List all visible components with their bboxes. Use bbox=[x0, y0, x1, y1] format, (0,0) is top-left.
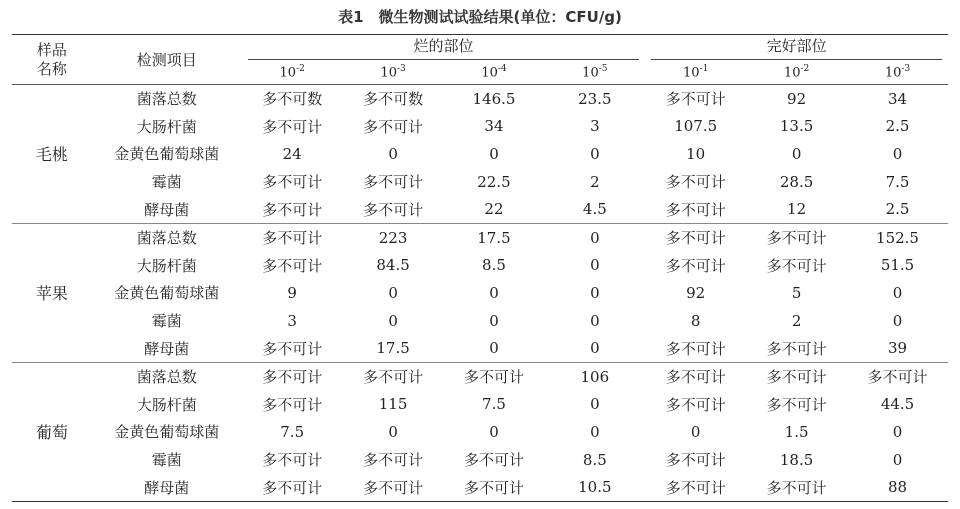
value-cell: 0 bbox=[590, 339, 600, 358]
value-cell: 多不可数 bbox=[262, 90, 323, 109]
value-cell: 13.5 bbox=[779, 117, 814, 136]
value-cell: 34 bbox=[887, 89, 908, 108]
value-cell: 多不可计 bbox=[665, 451, 726, 470]
value-cell: 92 bbox=[787, 89, 807, 108]
value-cell: 0 bbox=[590, 144, 600, 163]
dilution-header bbox=[444, 60, 545, 85]
value-cell: 多不可计 bbox=[766, 339, 827, 358]
value-cell: 多不可计 bbox=[363, 173, 424, 192]
dilution-exponent: -1 bbox=[699, 63, 709, 74]
test-item-cell: 酵母菌 bbox=[92, 473, 242, 501]
value-cell: 88 bbox=[847, 473, 948, 501]
value-cell: 23.5 bbox=[578, 89, 612, 108]
value-cell: 多不可计 bbox=[665, 395, 726, 414]
value-cell: 多不可计 bbox=[746, 473, 847, 501]
value-cell: 多不可数 bbox=[363, 90, 424, 109]
value-cell: 107.5 bbox=[674, 117, 718, 136]
table-row bbox=[12, 195, 948, 223]
value-cell: 8 bbox=[690, 311, 701, 330]
value-cell: 12 bbox=[787, 200, 807, 219]
value-cell: 0 bbox=[388, 283, 398, 302]
table-row bbox=[12, 113, 948, 141]
group-header-intact-label: 完好部位 bbox=[651, 35, 942, 60]
value-cell: 多不可计 bbox=[766, 395, 827, 414]
value-cell: 7.5 bbox=[885, 172, 910, 191]
dilution-header bbox=[645, 60, 746, 85]
value-cell: 2 bbox=[791, 311, 802, 330]
test-item-cell: 金黄色葡萄球菌 bbox=[114, 284, 220, 303]
table-row bbox=[12, 473, 948, 501]
results-table bbox=[12, 34, 948, 502]
value-cell: 92 bbox=[686, 283, 706, 302]
value-cell: 0 bbox=[892, 450, 903, 469]
value-cell: 多不可计 bbox=[665, 256, 726, 275]
table-row bbox=[12, 307, 948, 335]
value-cell: 5 bbox=[791, 283, 802, 302]
value-cell: 0 bbox=[892, 144, 903, 163]
value-cell: 10.5 bbox=[544, 473, 645, 501]
dilution-base: 10 bbox=[884, 65, 902, 81]
table-title bbox=[0, 6, 960, 27]
table-row bbox=[12, 223, 948, 251]
value-cell: 0 bbox=[388, 144, 398, 163]
value-cell: 0 bbox=[690, 422, 701, 441]
value-cell: 0 bbox=[489, 311, 499, 330]
value-cell: 多不可计 bbox=[645, 473, 746, 501]
test-item-cell: 酵母菌 bbox=[144, 339, 190, 358]
value-cell: 1.5 bbox=[784, 422, 809, 441]
value-cell: 多不可计 bbox=[262, 395, 323, 414]
dilution-header bbox=[847, 60, 948, 85]
value-cell: 51.5 bbox=[880, 256, 915, 275]
dilution-header bbox=[242, 60, 343, 85]
value-cell: 多不可计 bbox=[262, 256, 323, 275]
dilution-header bbox=[746, 60, 847, 85]
value-cell: 7.5 bbox=[280, 422, 305, 441]
value-cell: 8.5 bbox=[482, 256, 506, 275]
value-cell: 2.5 bbox=[885, 117, 910, 136]
value-cell: 多不可计 bbox=[363, 451, 424, 470]
value-cell: 17.5 bbox=[444, 223, 545, 251]
dilution-exponent: -2 bbox=[800, 63, 810, 74]
value-cell: 106 bbox=[544, 362, 645, 390]
value-cell: 多不可计 bbox=[363, 117, 424, 136]
value-cell: 多不可计 bbox=[343, 473, 444, 501]
group-header-intact bbox=[645, 35, 948, 61]
value-cell: 多不可计 bbox=[463, 451, 524, 470]
test-item-cell: 大肠杆菌 bbox=[136, 117, 197, 136]
dilution-base: 10 bbox=[783, 65, 801, 81]
dilution-exponent: -3 bbox=[901, 63, 911, 74]
value-cell: 0 bbox=[892, 283, 903, 302]
value-cell: 22.5 bbox=[477, 172, 511, 191]
value-cell: 84.5 bbox=[376, 256, 410, 275]
value-cell: 多不可计 bbox=[766, 256, 827, 275]
value-cell: 多不可计 bbox=[262, 339, 323, 358]
value-cell: 多不可计 bbox=[262, 451, 323, 470]
value-cell: 0 bbox=[489, 422, 499, 441]
value-cell: 3 bbox=[287, 311, 297, 330]
value-cell: 多不可计 bbox=[242, 223, 343, 251]
dilution-base: 10 bbox=[481, 65, 498, 81]
value-cell: 152.5 bbox=[847, 223, 948, 251]
dilution-header bbox=[343, 60, 444, 85]
value-cell: 2 bbox=[590, 172, 600, 191]
test-item-cell: 菌落总数 bbox=[136, 90, 197, 109]
table-row bbox=[12, 391, 948, 419]
value-cell: 34 bbox=[484, 117, 504, 136]
table-body bbox=[12, 85, 948, 502]
table-row bbox=[12, 279, 948, 307]
value-cell: 44.5 bbox=[880, 395, 915, 414]
value-cell: 0 bbox=[791, 144, 802, 163]
value-cell: 2.5 bbox=[885, 200, 910, 219]
value-cell: 0 bbox=[544, 223, 645, 251]
value-cell: 多不可计 bbox=[847, 362, 948, 390]
test-item-cell: 金黄色葡萄球菌 bbox=[114, 423, 220, 442]
value-cell: 115 bbox=[378, 395, 408, 414]
value-cell: 3 bbox=[590, 117, 600, 136]
value-cell: 多不可计 bbox=[242, 362, 343, 390]
test-item-cell: 霉菌 bbox=[151, 312, 182, 331]
value-cell: 多不可计 bbox=[746, 362, 847, 390]
value-cell: 多不可计 bbox=[262, 117, 323, 136]
value-cell: 多不可计 bbox=[746, 223, 847, 251]
dilution-base: 10 bbox=[683, 65, 700, 81]
value-cell: 0 bbox=[590, 422, 600, 441]
dilution-exponent: -5 bbox=[598, 63, 608, 74]
test-item-cell: 霉菌 bbox=[151, 173, 182, 192]
value-cell: 多不可计 bbox=[242, 473, 343, 501]
table-row bbox=[12, 362, 948, 390]
group-header-rotten bbox=[242, 35, 646, 61]
test-item-cell: 霉菌 bbox=[151, 451, 182, 470]
sample-name-cell: 苹果 bbox=[12, 223, 92, 362]
value-cell: 0 bbox=[489, 144, 499, 163]
value-cell: 28.5 bbox=[779, 172, 814, 191]
table-row bbox=[12, 85, 948, 113]
value-cell: 多不可计 bbox=[665, 200, 726, 219]
value-cell: 0 bbox=[892, 422, 903, 441]
test-item-cell: 金黄色葡萄球菌 bbox=[114, 145, 220, 164]
table-title-text: 表1 微生物测试试验结果(单位：CFU/g) bbox=[338, 8, 622, 26]
dilution-exponent: -3 bbox=[396, 63, 406, 74]
value-cell: 多不可计 bbox=[645, 223, 746, 251]
group-header-rotten-label: 烂的部位 bbox=[248, 35, 640, 60]
dilution-base: 10 bbox=[380, 65, 397, 81]
value-cell: 0 bbox=[892, 311, 903, 330]
value-cell: 17.5 bbox=[376, 339, 410, 358]
table-row bbox=[12, 168, 948, 196]
value-cell: 18.5 bbox=[779, 450, 814, 469]
value-cell: 多不可计 bbox=[665, 90, 726, 109]
value-cell: 多不可计 bbox=[343, 362, 444, 390]
value-cell: 0 bbox=[590, 256, 600, 275]
value-cell: 10 bbox=[686, 144, 706, 163]
value-cell: 多不可计 bbox=[262, 200, 323, 219]
value-cell: 0 bbox=[590, 311, 600, 330]
table-header bbox=[12, 35, 948, 85]
value-cell: 223 bbox=[343, 223, 444, 251]
value-cell: 146.5 bbox=[472, 89, 516, 108]
value-cell: 22 bbox=[484, 200, 504, 219]
sample-name-cell: 毛桃 bbox=[35, 145, 68, 165]
test-item-cell: 酵母菌 bbox=[144, 200, 190, 219]
sample-name-cell: 葡萄 bbox=[12, 362, 92, 501]
table-row bbox=[12, 252, 948, 280]
dilution-base: 10 bbox=[279, 65, 297, 81]
value-cell: 多不可计 bbox=[363, 200, 424, 219]
value-cell: 9 bbox=[287, 283, 297, 302]
dilution-header bbox=[544, 60, 645, 85]
test-item-cell: 大肠杆菌 bbox=[136, 256, 197, 275]
table-row bbox=[12, 446, 948, 474]
table-row bbox=[12, 334, 948, 362]
value-cell: 多不可计 bbox=[444, 473, 545, 501]
test-item-header: 检测项目 bbox=[92, 35, 242, 85]
value-cell: 8.5 bbox=[582, 450, 607, 469]
test-item-cell: 大肠杆菌 bbox=[136, 395, 197, 414]
sample-name-header bbox=[12, 35, 92, 85]
value-cell: 0 bbox=[590, 283, 600, 302]
value-cell: 多不可计 bbox=[665, 339, 726, 358]
dilution-exponent: -2 bbox=[296, 63, 305, 74]
value-cell: 多不可计 bbox=[444, 362, 545, 390]
value-cell: 多不可计 bbox=[645, 362, 746, 390]
value-cell: 4.5 bbox=[582, 200, 607, 219]
value-cell: 39 bbox=[887, 339, 908, 358]
value-cell: 0 bbox=[388, 422, 398, 441]
dilution-base: 10 bbox=[582, 65, 599, 81]
table-row bbox=[12, 418, 948, 446]
value-cell: 多不可计 bbox=[665, 173, 726, 192]
value-cell: 0 bbox=[489, 339, 499, 358]
value-cell: 24 bbox=[282, 144, 302, 163]
table-row bbox=[12, 140, 948, 168]
value-cell: 0 bbox=[590, 395, 600, 414]
test-item-cell: 菌落总数 bbox=[92, 223, 242, 251]
sample-name-header-line2: 名称 bbox=[36, 59, 67, 78]
dilution-exponent: -4 bbox=[497, 63, 507, 74]
sample-name-header-line1: 样品 bbox=[36, 40, 67, 59]
value-cell: 7.5 bbox=[482, 395, 506, 414]
test-item-cell: 菌落总数 bbox=[92, 362, 242, 390]
value-cell: 0 bbox=[388, 311, 398, 330]
value-cell: 多不可计 bbox=[262, 173, 323, 192]
value-cell: 0 bbox=[489, 283, 499, 302]
